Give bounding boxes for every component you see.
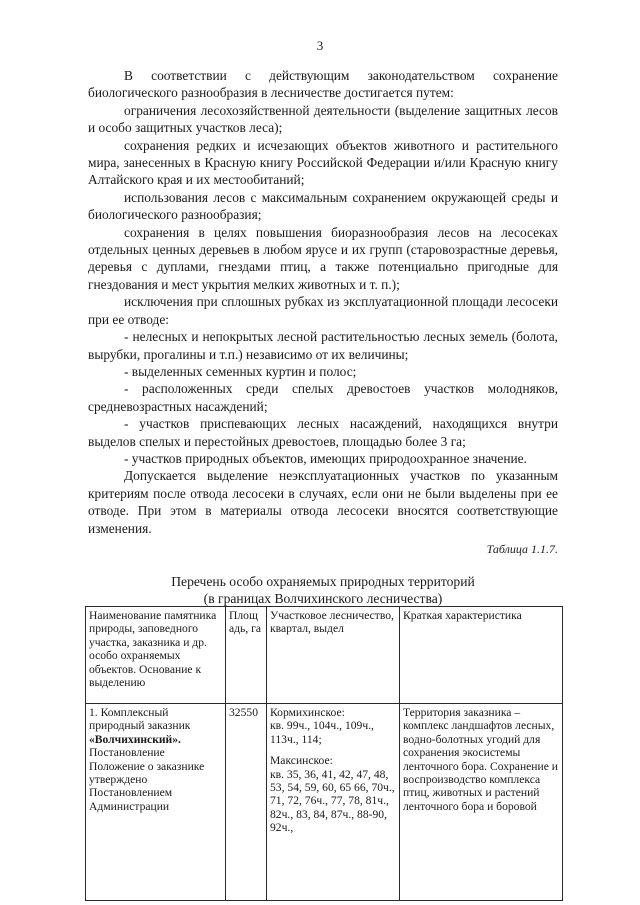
table-title xyxy=(88,573,558,607)
district-1-name: Кормихинское: xyxy=(270,706,345,719)
list-item: - расположенных среди спелых древостоев участков молодняков, средневозрастных насаждений; xyxy=(88,381,558,414)
cell-area: 32550 xyxy=(226,704,267,901)
table-title-line-1: Перечень особо охраняемых природных территорий xyxy=(171,573,475,589)
document-body xyxy=(88,67,558,607)
table-row xyxy=(86,704,563,901)
name-prefix: 1. Комплексный природный заказник xyxy=(89,706,191,733)
district-2-name: Максинское: xyxy=(270,754,333,768)
paragraph: ограничения лесохозяйственной деятельности (выделение защитных лесов и особо защитных участков леса); xyxy=(88,102,558,136)
name-bold: «Волчихинский». xyxy=(89,732,181,746)
cell-district xyxy=(267,704,400,901)
paragraph: использования лесов с максимальным сохранением окружающей среды и биологического разнообразия; xyxy=(88,189,558,223)
name-rest: Постановление Положение о заказнике утверждено Постановлением Администрации xyxy=(89,746,205,813)
list-item: - участков приспевающих лесных насаждений, находящихся внутри выделов спелых и перестойных древостоев, площадью более 3 га; xyxy=(88,416,558,449)
cell-name xyxy=(86,704,226,901)
header-name: Наименование памятника природы, заповедного участка, заказника и др. особо охраняемых объектов. Основание к выделению xyxy=(86,607,226,704)
paragraph: Допускается выделение неэксплуатационных участков по указанным критериям после отвода лесосеки в случаях, если они не были выделены при ее отводе. При этом в материалы отвода лесосеки вносятся соответствующие изменения. xyxy=(88,468,558,536)
list-item: - участков природных объектов, имеющих природоохранное значение. xyxy=(124,450,527,466)
list-item: - выделенных семенных куртин и полос; xyxy=(124,363,357,379)
cell-description: Территория заказника – комплекс ландшафтов лесных, водно-болотных угодий для сохранения экосистемы ленточного бора. Сохранение и воспроизводство комплекса птиц, животных и растений ленточного бора и боровой xyxy=(400,704,563,901)
paragraph: В соответствии с действующим законодательством сохранение биологического разнообразия в лесничестве достигается путем: xyxy=(88,68,558,101)
page-number: 3 xyxy=(316,38,324,53)
table-header-row xyxy=(86,607,563,704)
header-area: Площадь, га xyxy=(226,607,267,704)
paragraph: сохранения редких и исчезающих объектов животного и растительного мира, занесенных в Красную книгу Российской Федерации и/или Красную книгу Алтайского края и их местообитаний; xyxy=(88,137,558,188)
header-description: Краткая характеристика xyxy=(400,607,563,704)
district-1-quarters: кв. 99ч., 104ч., 109ч., 113ч., 114; xyxy=(270,719,374,746)
table-caption: Таблица 1.1.7. xyxy=(486,541,558,556)
header-district: Участковое лесничество, квартал, выдел xyxy=(267,607,400,704)
paragraph: исключения при сплошных рубках из эксплуатационной площади лесосеки при ее отводе: xyxy=(88,294,558,327)
protected-areas-table xyxy=(85,606,563,901)
district-2-quarters: кв. 35, 36, 41, 42, 47, 48, 53, 54, 59, 60, 65 66, 70ч., 71, 72, 76ч., 77, 78, 81ч., 82ч., 83, 84, 87ч., 88-90, 92ч., xyxy=(270,767,395,835)
list-item: - нелесных и непокрытых лесной растительностью лесных земель (болота, вырубки, прогалины и т.п.) независимо от их величины; xyxy=(88,329,558,362)
paragraph: сохранения в целях повышения биоразнообразия лесов на лесосеках отдельных ценных деревьев в любом ярусе и их групп (старовозрастные деревья, деревья с дуплами, гнездами птиц, а также потенциально пригодные для гнездования и мест укрытия мелких животных и т. п.); xyxy=(88,224,558,292)
table-title-line-2: (в границах Волчихинского лесничества) xyxy=(203,590,443,606)
